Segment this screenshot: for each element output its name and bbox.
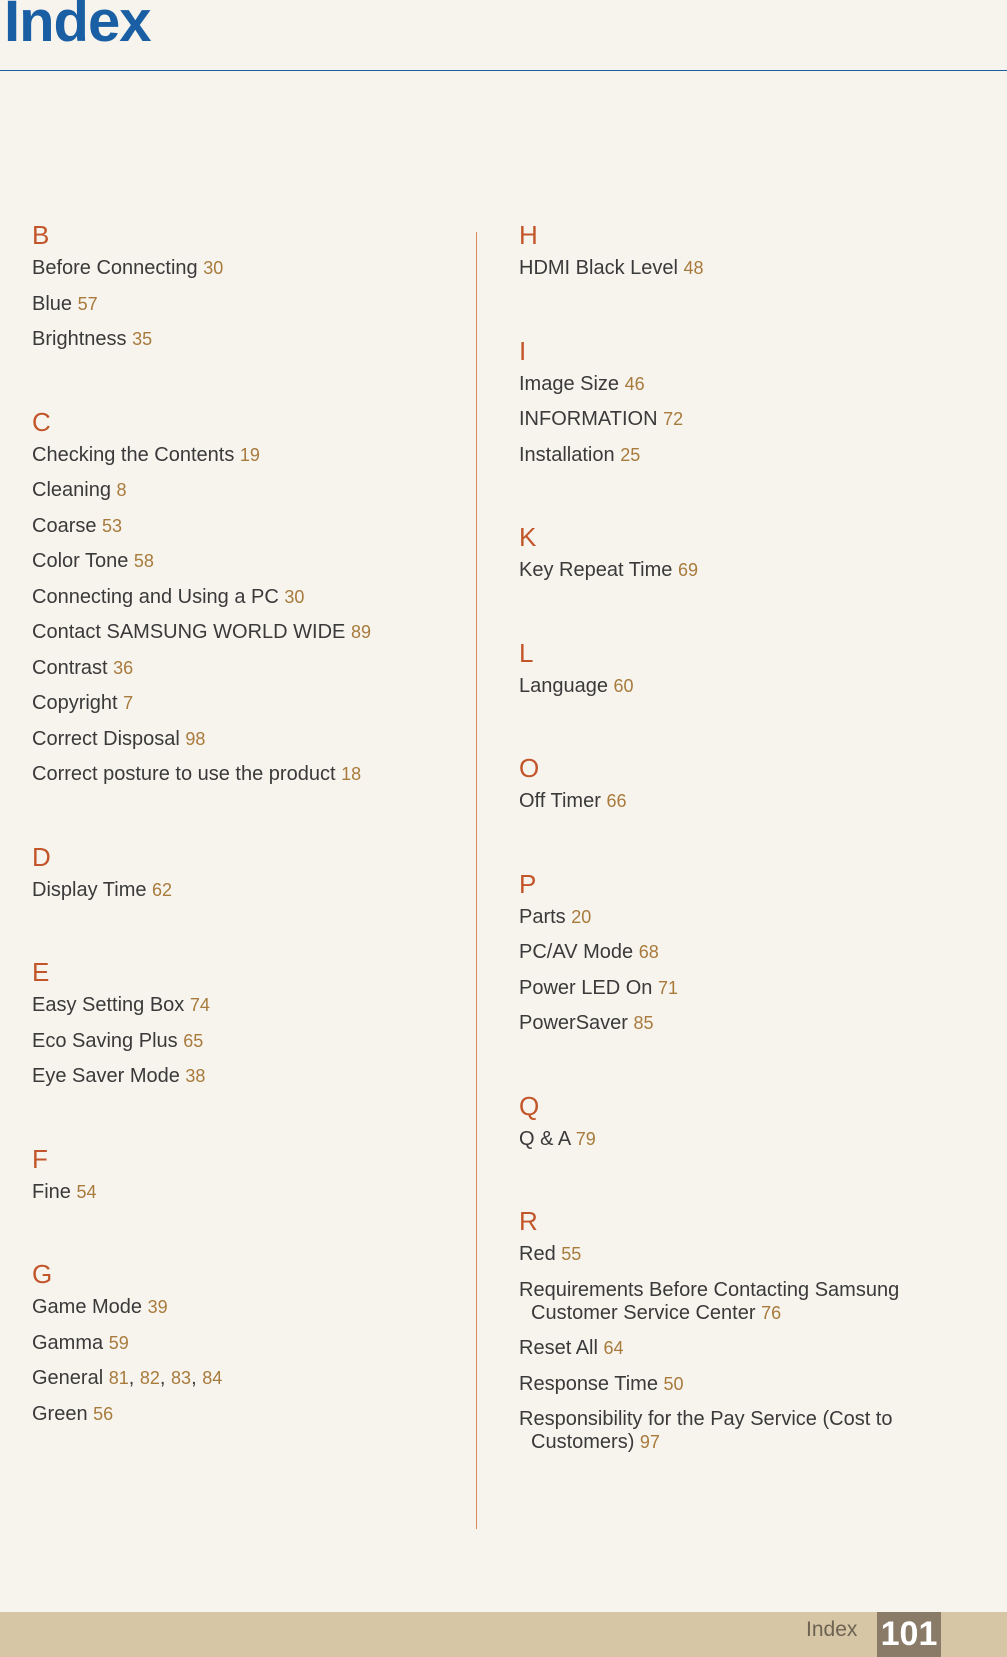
- index-column-right: [519, 218, 989, 1508]
- page-ref-link[interactable]: 25: [620, 444, 641, 465]
- entry-term: Green: [32, 1402, 88, 1425]
- entry-term: Brightness: [32, 328, 127, 350]
- page-ref-link[interactable]: 66: [606, 791, 627, 811]
- index-entry: [32, 1399, 462, 1435]
- page-ref-link[interactable]: 97: [639, 1432, 660, 1452]
- page-ref-link[interactable]: 98: [185, 728, 206, 749]
- entry-term: Color Tone: [32, 550, 129, 572]
- index-entry: [519, 1275, 989, 1334]
- index-section: [32, 840, 462, 911]
- index-entry: [32, 324, 462, 360]
- page-ref-link[interactable]: 72: [663, 409, 684, 429]
- entry-term: Language: [519, 674, 608, 697]
- page-ref-link[interactable]: 89: [350, 622, 371, 642]
- index-section: [32, 405, 462, 795]
- index-section: [519, 334, 989, 476]
- index-entry: [519, 1333, 989, 1369]
- index-entry: [32, 582, 462, 618]
- index-entry: [32, 1292, 462, 1328]
- entry-term: INFORMATION: [519, 408, 658, 430]
- entry-term: Parts: [519, 905, 566, 928]
- entry-term: Contrast: [32, 656, 108, 679]
- entry-term: Correct posture to use the product: [32, 763, 336, 785]
- page-ref-link[interactable]: 39: [147, 1297, 168, 1317]
- entry-term: Responsibility for the Pay Service (Cost to Customers): [519, 1408, 893, 1453]
- entry-term: Installation: [519, 443, 615, 466]
- index-entry: [32, 617, 462, 653]
- page-ref-link[interactable]: 36: [113, 657, 134, 678]
- page-ref-link[interactable]: 50: [663, 1373, 684, 1394]
- entry-term: PowerSaver: [519, 1012, 628, 1034]
- entry-term: Blue: [32, 292, 73, 315]
- page-ref-link[interactable]: 30: [203, 258, 224, 278]
- index-entry: [32, 688, 462, 724]
- section-letter: C: [32, 406, 51, 437]
- index-entry: [32, 1328, 462, 1364]
- index-entry: [519, 902, 989, 938]
- page-ref-link[interactable]: 35: [132, 329, 153, 349]
- section-letter: Q: [519, 1090, 540, 1121]
- index-entry: [32, 1026, 462, 1062]
- page-separator: ,: [191, 1367, 203, 1389]
- index-entry: [519, 973, 989, 1009]
- section-letter: B: [32, 220, 50, 250]
- index-entry: [519, 1008, 989, 1044]
- index-entry: [519, 786, 989, 822]
- index-entry: [32, 1061, 462, 1097]
- entry-term: HDMI Black Level: [519, 257, 678, 279]
- section-letter: D: [32, 841, 51, 872]
- index-entry: [519, 671, 989, 707]
- page-ref-link[interactable]: 48: [683, 258, 704, 278]
- index-section: [32, 1257, 462, 1434]
- entry-term: Cleaning: [32, 479, 111, 501]
- entry-term: Off Timer: [519, 790, 601, 812]
- index-entry: [519, 1239, 989, 1275]
- entry-term: Gamma: [32, 1331, 104, 1354]
- index-entry: [519, 1404, 989, 1463]
- entry-term: Copyright: [32, 692, 118, 714]
- index-section: [519, 1204, 989, 1463]
- page-ref-link[interactable]: 19: [239, 444, 260, 465]
- index-entry: [32, 724, 462, 760]
- page-separator: ,: [159, 1367, 172, 1389]
- entry-term: Eye Saver Mode: [32, 1065, 180, 1087]
- page-ref-link[interactable]: 46: [624, 373, 645, 394]
- page-ref-link[interactable]: 81: [108, 1368, 129, 1388]
- page-ref-link[interactable]: 74: [189, 995, 210, 1015]
- entry-term: General: [32, 1367, 104, 1389]
- page-ref-link[interactable]: 53: [102, 515, 123, 536]
- index-entry: [519, 253, 989, 289]
- page-ref-link[interactable]: 79: [575, 1128, 596, 1149]
- entry-term: Red: [519, 1243, 556, 1265]
- entry-term: Game Mode: [32, 1296, 143, 1318]
- section-letter: P: [519, 868, 537, 899]
- section-letter: H: [519, 220, 538, 250]
- index-entry: [32, 990, 462, 1026]
- section-letter: F: [32, 1143, 48, 1174]
- page-ref-link[interactable]: 69: [677, 560, 699, 580]
- entry-term: Display Time: [32, 878, 147, 901]
- index-section: [519, 1089, 989, 1160]
- page-ref-link[interactable]: 54: [76, 1181, 97, 1202]
- index-entry: [32, 875, 462, 911]
- page-ref-link[interactable]: 68: [638, 942, 659, 962]
- page-ref-link[interactable]: 38: [185, 1066, 206, 1086]
- page-ref-link[interactable]: 55: [561, 1244, 582, 1264]
- entry-term: Before Connecting: [32, 257, 198, 279]
- entry-term: Contact SAMSUNG WORLD WIDE: [32, 621, 346, 643]
- page-ref-link[interactable]: 56: [93, 1403, 114, 1424]
- index-entry: [519, 440, 989, 476]
- index-section: [519, 867, 989, 1044]
- page-ref-link[interactable]: 18: [341, 764, 362, 784]
- page-ref-link[interactable]: 62: [152, 879, 173, 900]
- page-ref-link[interactable]: 83: [171, 1368, 192, 1388]
- index-entry: [32, 653, 462, 689]
- index-section: [32, 955, 462, 1097]
- entry-term: Easy Setting Box: [32, 994, 185, 1016]
- page-title: Index: [4, 0, 151, 54]
- index-entry: [519, 555, 989, 591]
- page-ref-link[interactable]: 71: [657, 977, 678, 998]
- page-ref-link[interactable]: 82: [139, 1368, 160, 1388]
- footer-label: Index: [806, 1618, 858, 1641]
- index-entry: [519, 404, 989, 440]
- page-ref-link[interactable]: 7: [123, 693, 134, 713]
- index-column-left: [32, 218, 462, 1479]
- page-ref-link[interactable]: 60: [613, 675, 634, 696]
- page-ref-link[interactable]: 58: [133, 551, 154, 571]
- index-entry: [32, 1177, 462, 1213]
- section-letter: I: [519, 335, 527, 366]
- page-ref-link[interactable]: 76: [761, 1302, 782, 1323]
- entry-term: Key Repeat Time: [519, 559, 673, 581]
- index-entry: [32, 253, 462, 289]
- entry-term: Response Time: [519, 1372, 658, 1395]
- entry-term: Connecting and Using a PC: [32, 585, 279, 608]
- index-section: [519, 520, 989, 591]
- section-letter: G: [32, 1259, 53, 1289]
- index-entry: [519, 1369, 989, 1405]
- entry-term: Requirements Before Contacting Samsung Customer Service Center: [519, 1278, 900, 1324]
- entry-term: Image Size: [519, 372, 620, 395]
- index-entry: [32, 475, 462, 511]
- page-ref-link[interactable]: 85: [633, 1013, 654, 1033]
- index-entry: [32, 759, 462, 795]
- index-entry: [519, 937, 989, 973]
- entry-term: Power LED On: [519, 976, 653, 999]
- index-section: [519, 751, 989, 822]
- index-section: [32, 1142, 462, 1213]
- entry-term: PC/AV Mode: [519, 941, 634, 963]
- page-ref-link[interactable]: 65: [183, 1030, 204, 1051]
- entry-term: Q & A: [519, 1127, 571, 1150]
- entry-term: Fine: [32, 1180, 71, 1203]
- entry-term: Eco Saving Plus: [32, 1029, 178, 1052]
- entry-term: Coarse: [32, 514, 97, 537]
- section-letter: E: [32, 957, 50, 987]
- index-entry: [519, 369, 989, 405]
- entry-term: Correct Disposal: [32, 727, 180, 750]
- index-section: [32, 218, 462, 360]
- entry-term: Reset All: [519, 1337, 598, 1359]
- index-entry: [32, 440, 462, 476]
- column-divider: [476, 232, 477, 1529]
- page-ref-link[interactable]: 64: [603, 1338, 624, 1358]
- page-ref-link[interactable]: 84: [202, 1368, 223, 1388]
- page-ref-link[interactable]: 30: [284, 586, 305, 607]
- index-section: [519, 218, 989, 289]
- footer-page-number: 101: [877, 1612, 941, 1657]
- index-entry: [32, 546, 462, 582]
- page-ref-link[interactable]: 8: [116, 480, 127, 500]
- index-entry: [32, 1363, 462, 1399]
- page-ref-link[interactable]: 20: [571, 906, 592, 927]
- title-rule: [0, 70, 1007, 71]
- page-separator: ,: [128, 1367, 140, 1389]
- section-letter: K: [519, 522, 537, 552]
- index-entry: [519, 1124, 989, 1160]
- page-ref-link[interactable]: 59: [108, 1332, 129, 1353]
- index-section: [519, 636, 989, 707]
- index-entry: [32, 289, 462, 325]
- index-entry: [32, 511, 462, 547]
- entry-term: Checking the Contents: [32, 443, 235, 466]
- section-letter: O: [519, 753, 540, 783]
- page-ref-link[interactable]: 57: [77, 293, 98, 314]
- section-letter: R: [519, 1206, 538, 1236]
- section-letter: L: [519, 637, 534, 668]
